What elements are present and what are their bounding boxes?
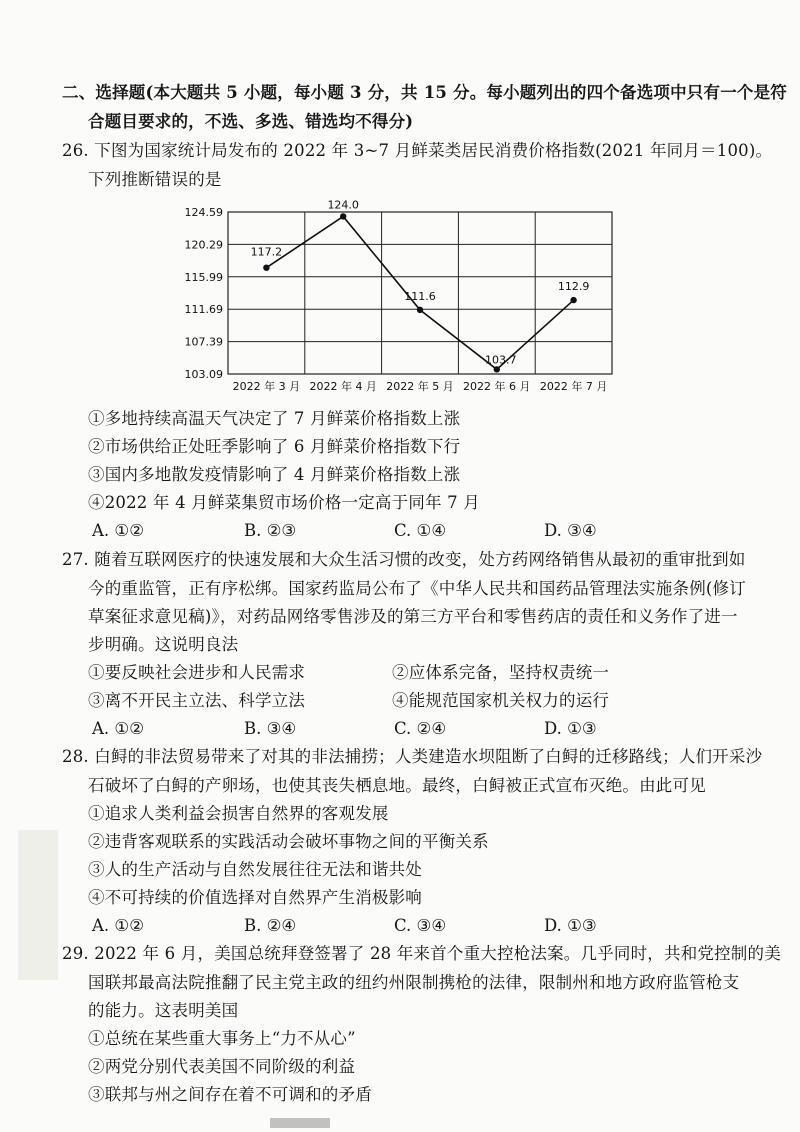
q29-item-1: ①总统在某些重大事务上“力不从心” [88,1029,356,1048]
q28-stem-line-2: 石破坏了白鲟的产卵场，也使其丧失栖息地。最终，白鲟被正式宣布灭绝。由此可见 [88,776,706,795]
data-label: 111.6 [404,289,436,303]
q26-option-d: D. ③④ [544,521,597,540]
data-point [417,307,423,313]
q28-item-4: ④不可持续的价值选择对自然界产生消极影响 [88,888,422,907]
q26-item-3: ③国内多地散发疫情影响了 4 月鲜菜价格指数上涨 [88,465,461,484]
scan-stain [18,830,58,980]
q27-item-3: ③离不开民主立法、科学立法 [88,691,306,710]
q28-option-c: C. ③④ [394,916,447,935]
y-tick-label: 111.69 [184,303,223,317]
data-label: 117.2 [250,245,283,259]
data-point [340,213,346,219]
q26-stem-line-2: 下列推断错误的是 [88,170,222,189]
q28-item-1: ①追求人类利益会损害自然界的客观发展 [88,804,389,823]
data-label: 112.9 [557,280,590,294]
q27-stem-line-1: 27. 随着互联网医疗的快速发展和大众生活习惯的改变，处方药网络销售从最初的重审批到如 [62,550,746,569]
q28-item-2: ②违背客观联系的实践活动会破坏事物之间的平衡关系 [88,832,489,851]
price-index-line-chart [180,192,620,406]
x-tick-label: 2022 年 7 月 [539,380,608,393]
y-tick-label: 115.99 [184,270,223,284]
x-tick-label: 2022 年 5 月 [386,380,454,393]
q27-stem-line-3: 草案征求意见稿)》，对药品网络零售涉及的第三方平台和零售药店的责任和义务作了进一 [88,607,738,626]
chart-svg [180,192,620,406]
q27-option-c: C. ②④ [394,719,447,738]
q27-item-4: ④能规范国家机关权力的运行 [392,691,610,710]
x-tick-label: 2022 年 6 月 [463,380,531,393]
q27-item-2: ②应体系完备，坚持权责统一 [392,663,610,682]
data-point [494,366,500,372]
q26-item-4: ④2022 年 4 月鲜菜集贸市场价格一定高于同年 7 月 [88,493,481,512]
q27-option-a: A. ①② [92,719,144,738]
q26-item-1: ①多地持续高温天气决定了 7 月鲜菜价格指数上涨 [88,409,461,428]
q28-stem-line-1: 28. 白鲟的非法贸易带来了对其的非法捕捞；人类建造水坝阻断了白鲟的迁移路线；人们开采沙 [62,747,763,766]
section-heading-line-2: 合题目要求的，不选、多选、错选均不得分) [88,112,414,131]
q28-option-a: A. ①② [92,916,144,935]
q27-option-d: D. ①③ [544,719,597,738]
x-tick-label: 2022 年 3 月 [232,380,301,393]
q26-option-c: C. ①④ [394,521,447,540]
x-tick-label: 2022 年 4 月 [309,380,377,393]
footer-mark [270,1118,330,1128]
q29-stem-line-3: 的能力。这表明美国 [88,1001,239,1020]
y-tick-label: 103.09 [184,368,223,381]
q27-item-1: ①要反映社会进步和人民需求 [88,663,306,682]
section-heading-line-1: 二、选择题(本大题共 5 小题，每小题 3 分，共 15 分。每小题列出的四个备选项中只有一个是符 [62,83,787,102]
q27-stem-line-2: 今的重监管，正有序松绑。国家药监局公布了《中华人民共和国药品管理法实施条例(修订 [88,579,746,598]
q27-option-b: B. ③④ [244,719,297,738]
q29-stem-line-2: 国联邦最高法院推翻了民主党主政的纽约州限制携枪的法律，限制州和地方政府监管枪支 [88,973,740,992]
y-tick-label: 120.29 [184,238,223,252]
q26-option-a: A. ①② [92,521,144,540]
y-tick-label: 124.59 [184,206,223,219]
q26-stem-line-1: 26. 下图为国家统计局发布的 2022 年 3~7 月鲜菜类居民消费价格指数(2021 年同月＝100)。 [62,141,773,160]
q29-item-2: ②两党分别代表美国不同阶级的利益 [88,1057,356,1076]
data-point [570,297,576,303]
q26-item-2: ②市场供给正处旺季影响了 6 月鲜菜价格指数下行 [88,437,461,456]
q29-item-3: ③联邦与州之间存在着不可调和的矛盾 [88,1085,372,1104]
q28-option-d: D. ①③ [544,916,597,935]
y-tick-label: 107.39 [184,335,223,349]
q29-stem-line-1: 29. 2022 年 6 月，美国总统拜登签署了 28 年来首个重大控枪法案。几乎同时，共和党控制的美 [62,944,781,963]
q26-option-b: B. ②③ [244,521,297,540]
q28-option-b: B. ②④ [244,916,297,935]
data-label: 124.0 [327,198,359,212]
q27-stem-line-4: 步明确。这说明良法 [88,635,239,654]
data-label: 103.7 [485,353,517,367]
q28-item-3: ③人的生产活动与自然发展往往无法和谐共处 [88,860,422,879]
data-point [263,264,269,270]
